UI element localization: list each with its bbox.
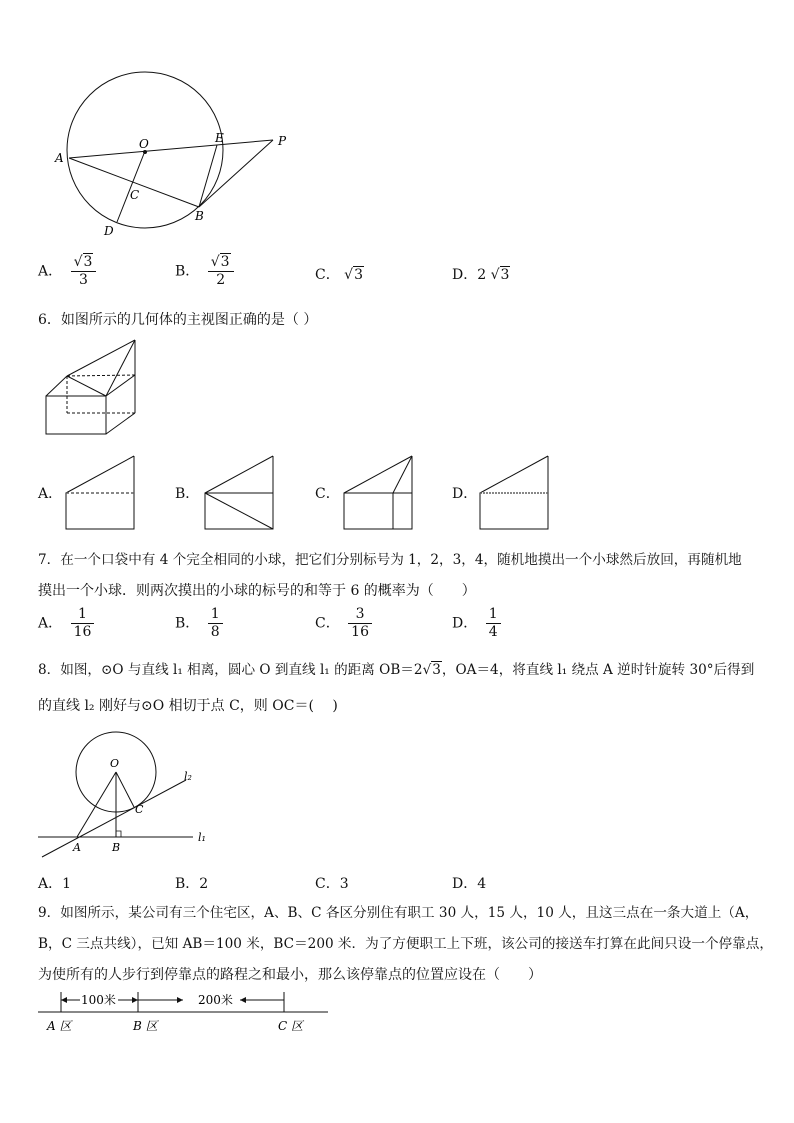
q5-line-ap	[69, 140, 273, 158]
q8-tangent-figure	[36, 730, 226, 860]
q7-stem-line1: 7．在一个口袋中有 4 个完全相同的小球，把它们分别标号为 1，2，3，4，随机地摸出一个小球然后放回，再随机地	[38, 552, 742, 568]
q8-label-c: C	[135, 803, 144, 816]
q5-option-b[interactable]: B． $\frac{√3}{2}$	[175, 254, 234, 289]
q8-label-o: O	[110, 757, 120, 770]
q8-option-a[interactable]: A．1	[38, 876, 72, 892]
q6-option-b-figure	[204, 454, 276, 532]
q8-option-b[interactable]: B．2	[175, 876, 209, 892]
q9-stem-line1: 9．如图所示，某公司有三个住宅区，A、B、C 各区分别住有职工 30 人，15 人，10 人，且这三点在一条大道上（A，	[38, 905, 759, 921]
q6-option-c-figure	[343, 454, 415, 532]
q8-line-oc	[116, 772, 134, 807]
q9-stem-line2: B，C 三点共线），已知 AB＝100 米，BC＝200 米．为了方便职工上下班，该公司的接送车打算在此间只设一个停靠点，	[38, 936, 773, 952]
q8-label-a: A	[73, 841, 81, 854]
q8-option-c[interactable]: C．3	[315, 876, 349, 892]
q8-label-l1: l₁	[198, 831, 206, 844]
q6-stem: 6．如图所示的几何体的主视图正确的是（ ）	[38, 312, 318, 328]
q7-option-b[interactable]: B． $\frac{1}{8}$	[175, 606, 223, 641]
q8-label-b: B	[112, 841, 121, 854]
q9-label-c: C 区	[278, 1019, 303, 1033]
q8-option-d[interactable]: D．4	[452, 876, 487, 892]
q5-label-d: D	[104, 224, 114, 238]
q5-label-e: E	[215, 131, 224, 145]
q5-line-be	[199, 145, 217, 207]
q5-label-a: A	[55, 151, 64, 165]
q7-stem-line2: 摸出一个小球．则两次摸出的小球的标号的和等于 6 的概率为（ ）	[38, 583, 476, 599]
q7-option-c[interactable]: C． $\frac{3}{16}$	[315, 606, 372, 641]
q5-line-od	[117, 151, 145, 222]
q6-solid-figure	[45, 338, 165, 438]
q9-road-figure	[38, 990, 338, 1040]
q8-stem-line1: 8．如图，⊙O 与直线 l₁ 相离，圆心 O 到直线 l₁ 的距离 OB＝2√3，OA＝4，将直线 l₁ 绕点 A 逆时针旋转 30°后得到	[38, 662, 755, 678]
q9-label-a: A 区	[47, 1019, 72, 1033]
q6-option-a-figure	[65, 454, 137, 532]
q5-line-bp	[199, 140, 273, 207]
q5-label-b: B	[195, 209, 204, 223]
q5-circle-figure	[50, 70, 350, 240]
q9-stem-line3: 为使所有的人步行到停靠点的路程之和最小，那么该停靠点的位置应设在（ ）	[38, 967, 542, 983]
q5-option-a[interactable]: A． $\frac{√3}{3}$	[38, 254, 96, 289]
q9-label-b: B 区	[133, 1019, 158, 1033]
q5-option-c[interactable]: C． √3	[315, 267, 364, 283]
q9-label-bc: 200米	[198, 993, 233, 1007]
q6-option-a[interactable]: A．	[38, 486, 63, 502]
q8-line-oa	[77, 772, 116, 837]
q5-option-d[interactable]: D．2 √3	[452, 267, 510, 283]
q6-option-d[interactable]: D．	[452, 486, 478, 502]
q6-option-d-figure	[479, 454, 551, 532]
q8-stem-line2: 的直线 l₂ 刚好与⊙O 相切于点 C，则 OC＝( )	[38, 698, 338, 714]
q5-label-c: C	[130, 188, 140, 202]
q6-option-b[interactable]: B．	[175, 486, 200, 502]
q5-label-o: O	[139, 137, 149, 151]
q6-option-c[interactable]: C．	[315, 486, 340, 502]
q9-label-ab: 100米	[81, 993, 116, 1007]
q8-label-l2: l₂	[184, 770, 192, 783]
q7-option-d[interactable]: D． $\frac{1}{4}$	[452, 606, 501, 641]
q8-right-angle-mark	[116, 831, 121, 837]
q5-label-p: P	[278, 134, 287, 148]
q7-option-a[interactable]: A． $\frac{1}{16}$	[38, 606, 94, 641]
